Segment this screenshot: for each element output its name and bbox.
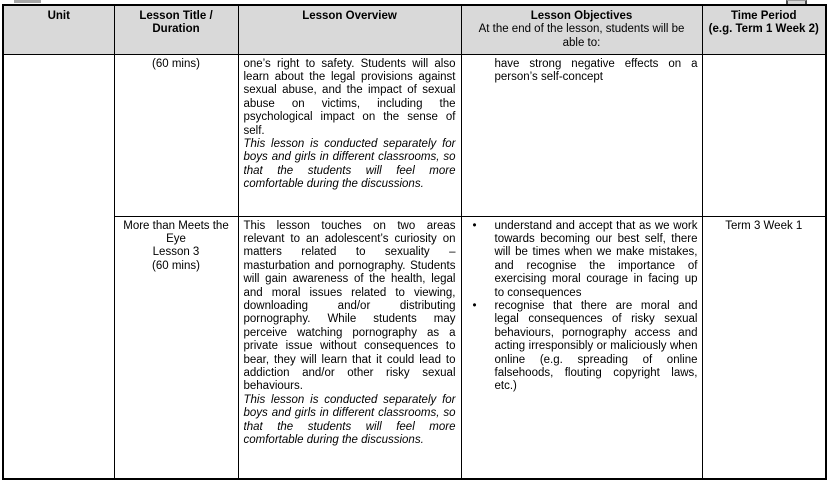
- overview-note-paragraph: This lesson is conducted separately for boys and girls in different classrooms, so that the students will feel more comfortable during the discussions.: [243, 393, 456, 446]
- overview-note-paragraph: This lesson is conducted separately for boys and girls in different classrooms, so that the students will feel more comfortable during the discussions.: [243, 137, 456, 191]
- header-label: Lesson Title /: [139, 10, 213, 22]
- col-header-unit: [3, 5, 114, 54]
- lesson-title: More than Meets the Eye: [123, 219, 229, 245]
- header-label: Unit: [47, 10, 70, 22]
- header-label: Lesson Objectives: [530, 10, 633, 22]
- unit-cell: [3, 54, 114, 479]
- lesson-plan-table: [2, 4, 827, 480]
- lesson-number: Lesson 3: [152, 246, 200, 259]
- lesson-objectives-cell: [461, 216, 702, 479]
- header-sublabel: At the end of the lesson, students will be able to:: [478, 23, 685, 49]
- col-header-lesson-title: [114, 5, 238, 54]
- overview-paragraph: one’s right to safety. Students will also learn about the legal provisions against sexual abuse, and the impact of sexual abuse on victims, including the psychological impact on the sense of self.: [243, 57, 456, 137]
- cropped-ui-artifact-left: [14, 0, 41, 3]
- lesson-title-cell: [114, 54, 238, 216]
- table-header-row: [3, 5, 826, 54]
- header-label: Lesson Overview: [302, 10, 397, 22]
- objective-item: • understand and accept that as we work towards becoming our best self, there will be times when we make mistakes, and recognise the importance of exercising moral courage in facing up to consequences: [467, 220, 698, 300]
- col-header-lesson-objectives: [461, 5, 702, 54]
- header-sublabel: (e.g. Term 1 Week 2): [708, 23, 819, 36]
- lesson-duration: (60 mins): [152, 259, 200, 272]
- table-row: [3, 54, 826, 216]
- col-header-lesson-overview: [238, 5, 461, 54]
- col-header-time-period: [702, 5, 826, 54]
- time-period-cell: [702, 54, 826, 216]
- lesson-title-cell: [114, 216, 238, 479]
- lesson-objectives-cell: [461, 54, 702, 216]
- objective-item: • recognise that there are moral and legal consequences of risky sexual behaviours, pornography access and acting irresponsibly or maliciously when online (e.g. spreading of online falsehoods, flouting copyright laws, etc.): [467, 300, 698, 394]
- lesson-overview-cell: [238, 216, 461, 479]
- lesson-overview-cell: [238, 54, 461, 216]
- header-label: Duration: [152, 23, 200, 36]
- lesson-duration: (60 mins): [152, 57, 200, 70]
- table-row: [3, 216, 826, 479]
- header-label: Time Period: [730, 10, 797, 22]
- overview-paragraph: This lesson touches on two areas relevant to an adolescent’s curiosity on matters related to sexuality – masturbation and pornography. Students will gain awareness of the health, legal and moral issues related to viewing, downloading and/or distributing pornography. While students may perceive watching pornography as a private issue without consequences to bear, they will learn that it could lead to addiction and/or other risky sexual behaviours.: [243, 219, 456, 393]
- time-period-cell: Term 3 Week 1: [702, 216, 826, 479]
- objective-item: have strong negative effects on a person’s self-concept: [494, 57, 698, 83]
